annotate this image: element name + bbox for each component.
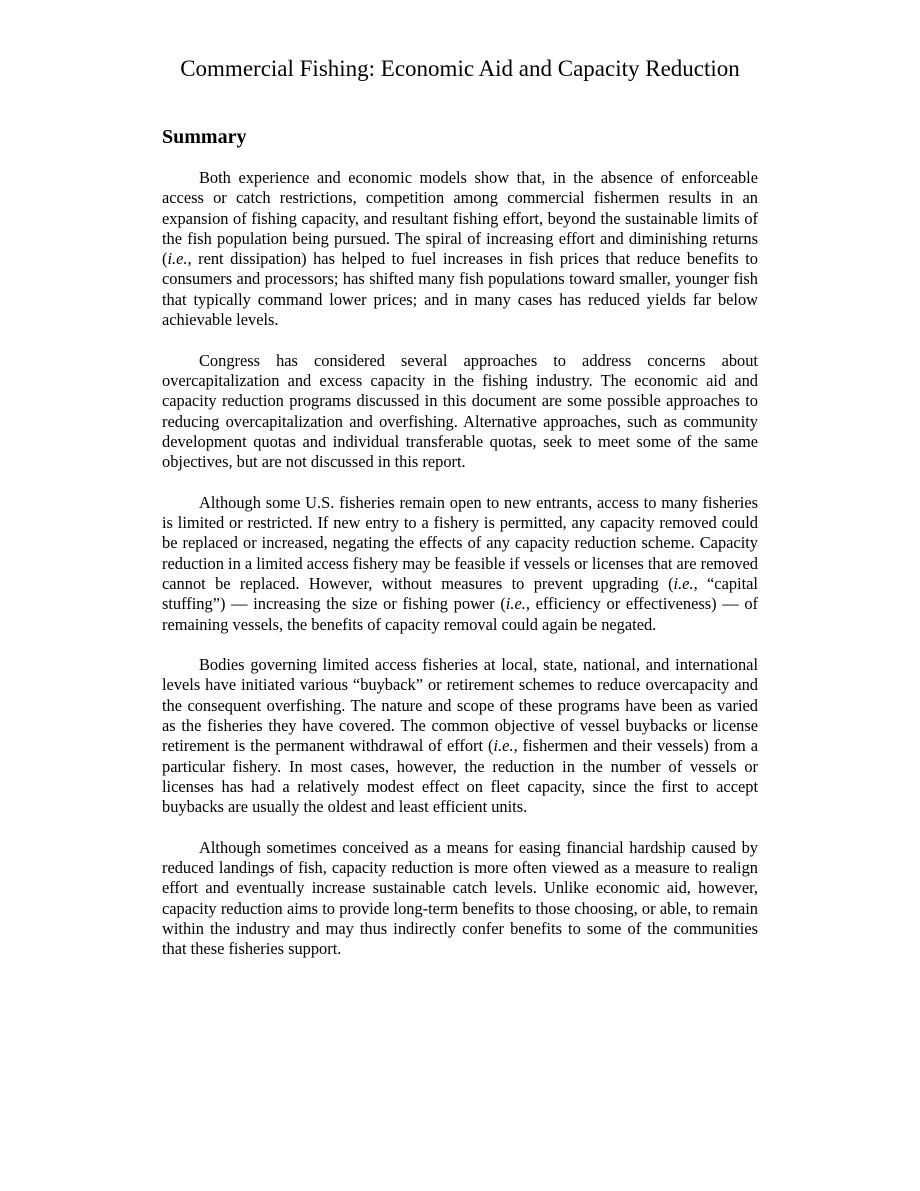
text-run: Congress has considered several approaches to address concerns about overcapitalization and excess capacity in the fishing industry. The economic aid and capacity reduction programs discussed in this document are some possible approaches to reducing overcapitalization and overfishing. Alternative approaches, such as community development quotas and individual transferable quotas, seek to meet some of the same objectives, but are not discussed in this report. <box>162 350 758 472</box>
italic-text-run: i.e. <box>493 736 514 756</box>
document-title: Commercial Fishing: Economic Aid and Capacity Reduction <box>180 56 740 81</box>
text-run: Both experience and economic models show that, in the absence of enforceable access or catch restrictions, competition among commercial fishermen results in an expansion of fishing capacity, and resultant fishing effort, beyond the sustainable limits of the fish population being pursued. The spiral of increasing effort and diminishing returns ( <box>162 168 758 269</box>
text-run: Bodies governing limited access fisheries at local, state, national, and international levels have initiated various “buyback” or retirement schemes to reduce overcapacity and the consequent overfishing. The nature and scope of these programs have been as varied as the fisheries they have covered. The common objective of vessel buybacks or license retirement is the permanent withdrawal of effort ( <box>162 655 758 756</box>
paragraph <box>162 838 758 960</box>
paragraph <box>162 168 758 330</box>
paragraph <box>162 655 758 817</box>
text-run: , fishermen and their vessels) from a particular fishery. In most cases, however, the reduction in the number of vessels or licenses has had a relatively modest effect on fleet capacity, since the first to accept buybacks are usually the oldest and least efficient units. <box>162 736 759 817</box>
text-run: , efficiency or effectiveness) — of remaining vessels, the benefits of capacity removal could again be negated. <box>162 594 758 634</box>
italic-text-run: i.e. <box>505 594 526 614</box>
summary-body <box>162 168 758 980</box>
italic-text-run: i.e. <box>167 249 188 269</box>
text-run: Although sometimes conceived as a means for easing financial hardship caused by reduced landings of fish, capacity reduction is more often viewed as a measure to realign effort and eventually increase sustainable catch levels. Unlike economic aid, however, capacity reduction aims to provide long-term benefits to those choosing, or able, to remain within the industry and may thus indirectly confer benefits to some of the communities that these fisheries support. <box>162 837 758 959</box>
paragraph <box>162 493 758 635</box>
paragraph <box>162 351 758 473</box>
section-heading-summary: Summary <box>162 126 247 148</box>
text-run: , rent dissipation) has helped to fuel increases in fish prices that reduce benefits to consumers and processors; has shifted many fish populations toward smaller, younger fish that typically command lower prices; and in many cases has reduced yields far below achievable levels. <box>162 249 758 330</box>
text-run: Although some U.S. fisheries remain open to new entrants, access to many fisheries is limited or restricted. If new entry to a fishery is permitted, any capacity removed could be replaced or increased, negating the effects of any capacity reduction scheme. Capacity reduction in a limited access fishery may be feasible if vessels or licenses that are removed cannot be replaced. However, without measures to prevent upgrading ( <box>162 492 758 593</box>
italic-text-run: i.e. <box>673 573 694 593</box>
text-run: , “capital stuffing”) — increasing the size or fishing power ( <box>162 573 758 614</box>
